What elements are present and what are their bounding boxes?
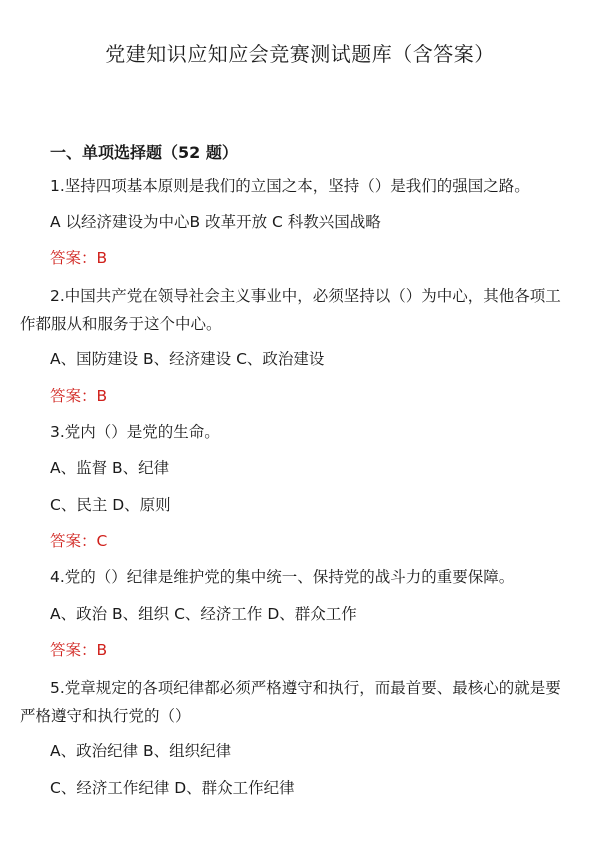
question-5-text-line1: 5.党章规定的各项纪律都必须严格遵守和执行，而最首要、最核心的就是要 [50, 679, 561, 697]
question-1-answer: 答案：B [50, 249, 108, 267]
question-5-options-line1: A、政治纪律 B、组织纪律 [50, 742, 232, 760]
section-heading: 一、单项选择题（52 题） [50, 143, 238, 162]
question-2-text-line1: 2.中国共产党在领导社会主义事业中，必须坚持以（）为中心，其他各项工 [50, 287, 561, 305]
question-3-text: 3.党内（）是党的生命。 [50, 423, 220, 441]
question-3-answer: 答案：C [50, 532, 108, 550]
question-4-answer: 答案：B [50, 641, 108, 659]
question-5-text-line2: 严格遵守和执行党的（） [20, 707, 191, 725]
question-3-options-line1: A、监督 B、纪律 [50, 459, 170, 477]
question-2-answer: 答案：B [50, 387, 108, 405]
question-4-text: 4.党的（）纪律是维护党的集中统一、保持党的战斗力的重要保障。 [50, 568, 515, 586]
question-1-text: 1.坚持四项基本原则是我们的立国之本，坚持（）是我们的强国之路。 [50, 177, 530, 195]
question-4-options: A、政治 B、组织 C、经济工作 D、群众工作 [50, 605, 357, 623]
question-1-options: A 以经济建设为中心B 改革开放 C 科教兴国战略 [50, 213, 381, 231]
page-title: 党建知识应知应会竞赛测试题库（含答案） [105, 42, 495, 66]
question-2-text-line2: 作都服从和服务于这个中心。 [20, 315, 222, 333]
question-3-options-line2: C、民主 D、原则 [50, 496, 171, 514]
question-2-options: A、国防建设 B、经济建设 C、政治建设 [50, 350, 325, 368]
question-5-options-line2: C、经济工作纪律 D、群众工作纪律 [50, 779, 295, 797]
